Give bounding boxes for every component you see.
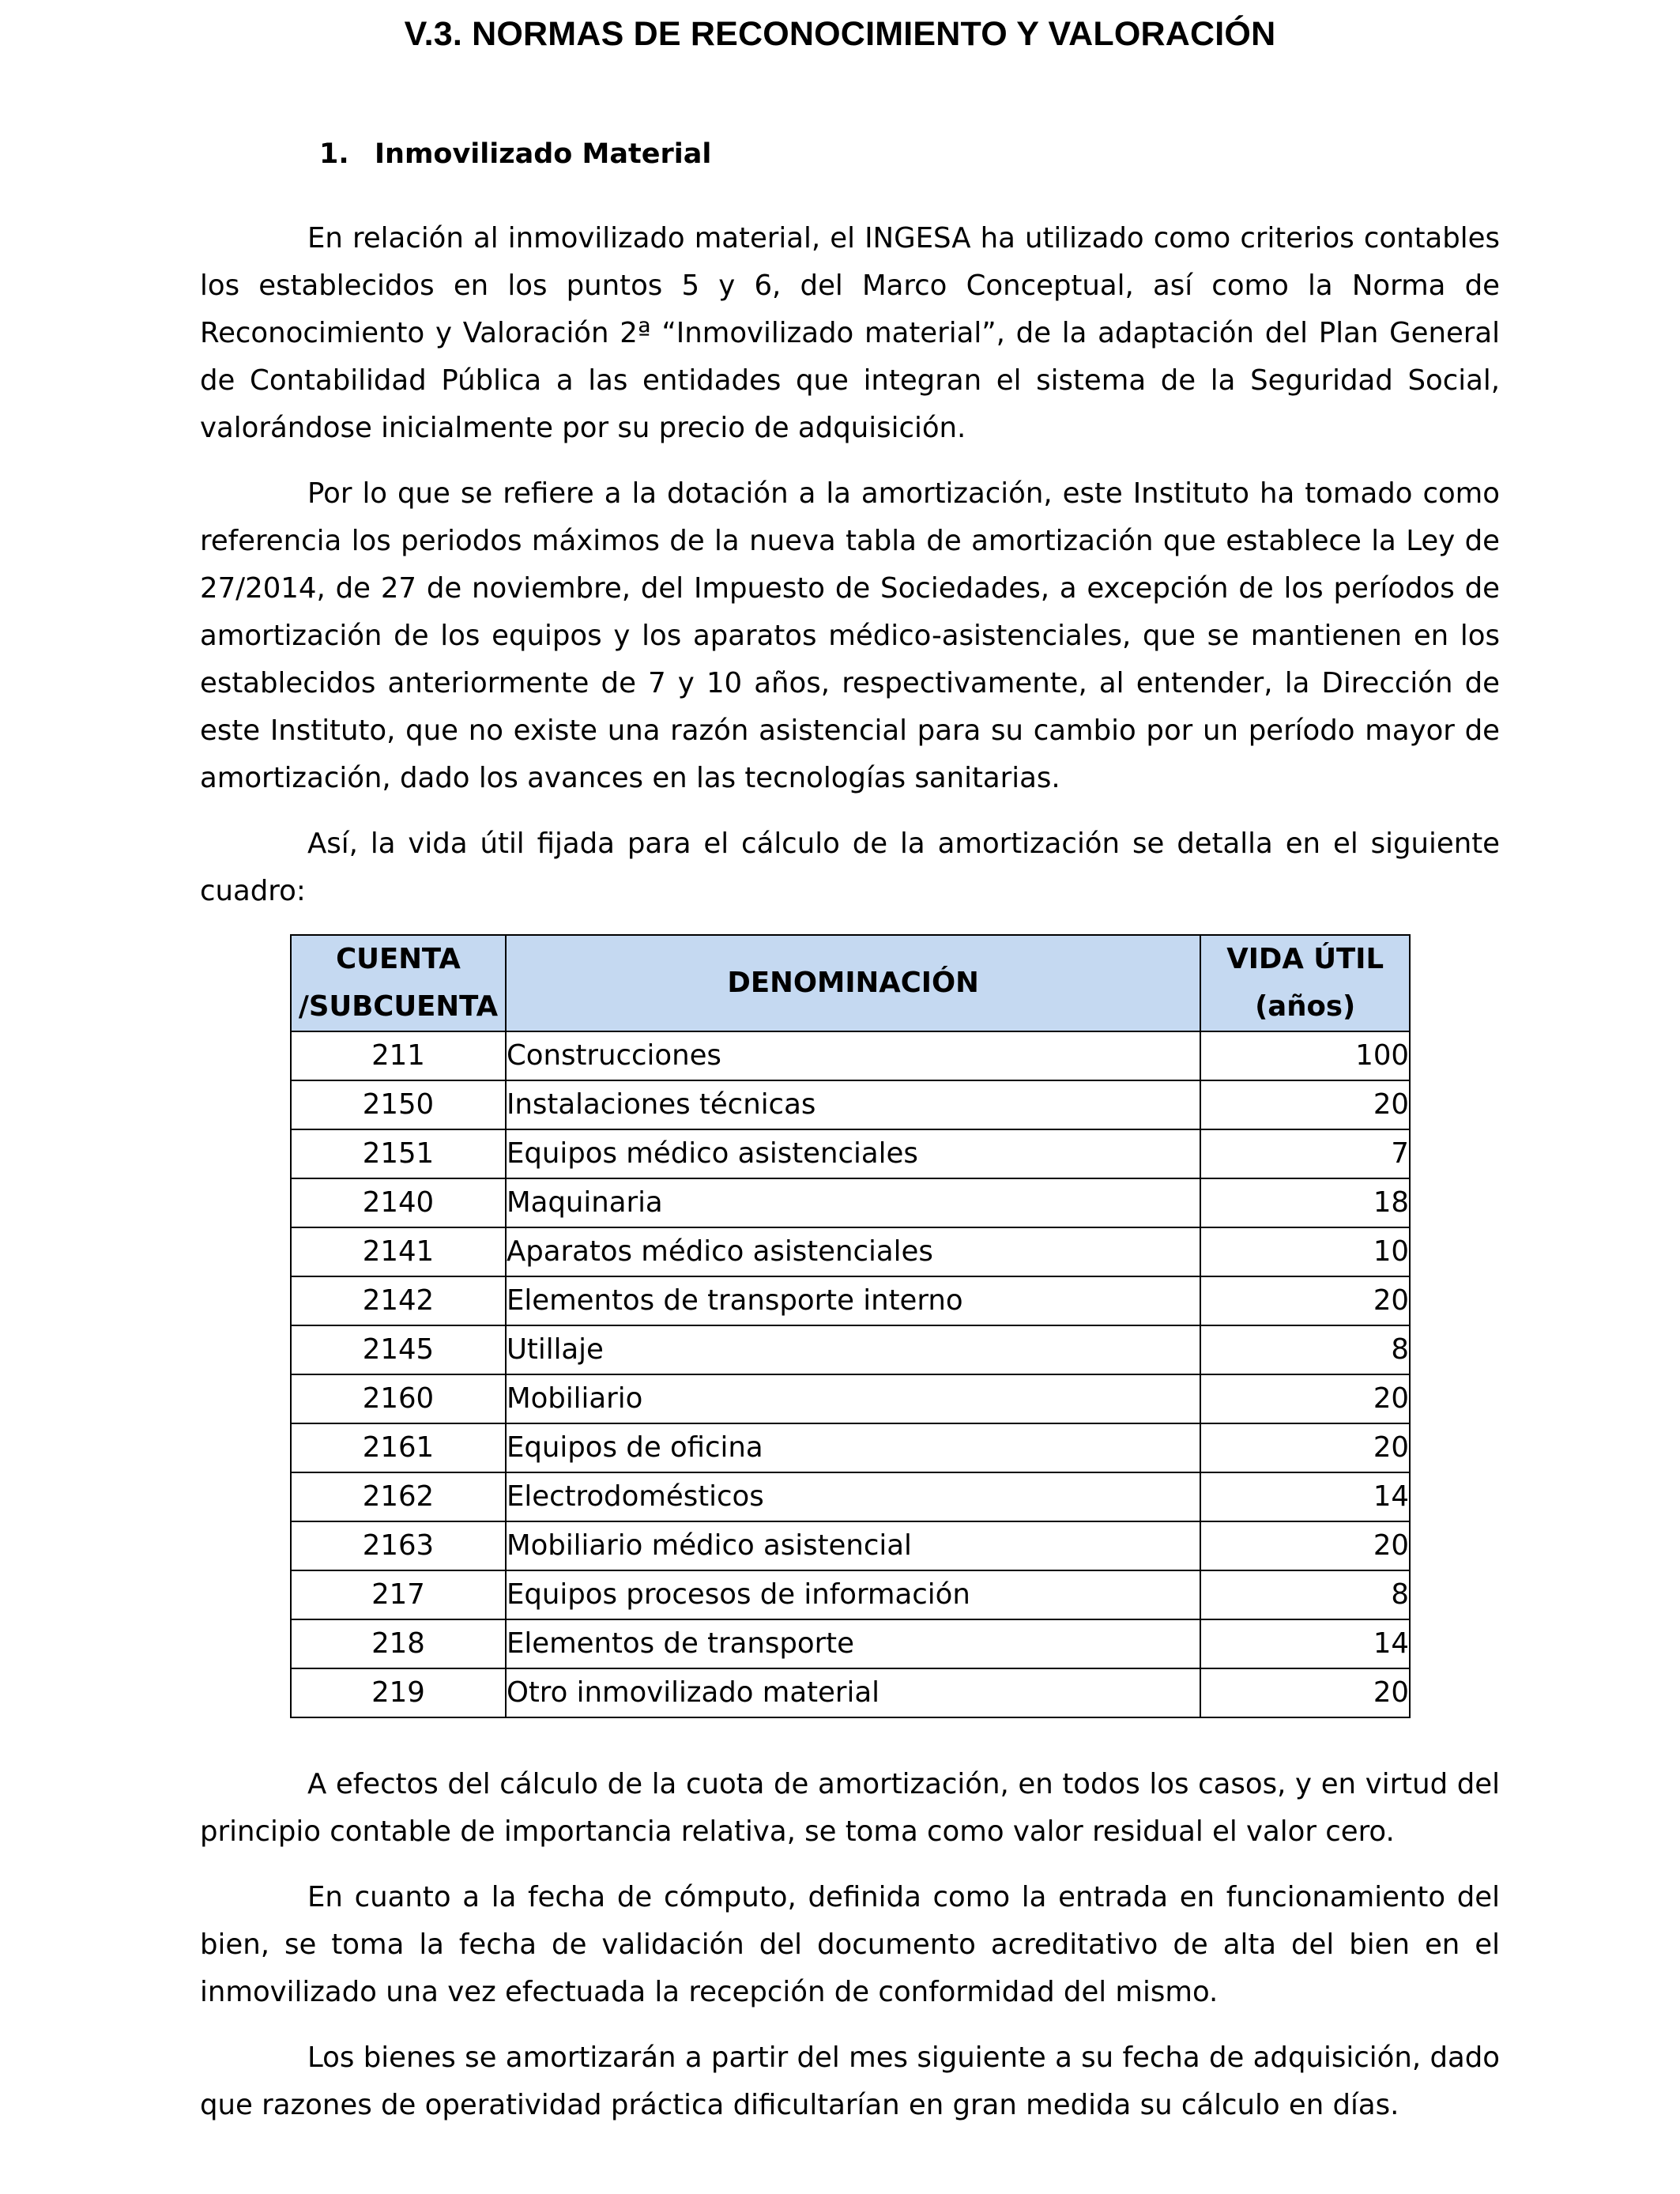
paragraph-criterios: En relación al inmovilizado material, el INGESA ha utilizado como criterios contables los establecidos en los puntos 5 y 6, del Marco Conceptual, así como la Norma de Reconocimiento y Valoración 2ª “Inmovilizado material”, de la adaptación del Plan General de Contabilidad Pública a las entidades que integran el sistema de la Seguridad Social, valorándose inicialmente por su precio de adquisición. — [200, 222, 1500, 444]
cell-code: 2162 — [291, 1472, 506, 1521]
cell-name: Elementos de transporte interno — [506, 1276, 1200, 1325]
table-row — [291, 1668, 1410, 1717]
header-cuenta-line2: /SUBCUENTA — [298, 990, 499, 1023]
paragraph-dotacion: Por lo que se refiere a la dotación a la amortización, este Instituto ha tomado como referencia los periodos máximos de la nueva tabla de amortización que establece la Ley de 27/2014, de 27 de noviembre, del Impuesto de Sociedades, a excepción de los períodos de amortización de los equipos y los aparatos médico-asistenciales, que se mantienen en los establecidos anteriormente de 7 y 10 años, respectivamente, al entender, la Dirección de este Instituto, que no existe una razón asistencial para su cambio por un período mayor de amortización, dado los avances en las tecnologías sanitarias. — [200, 477, 1500, 794]
cell-code: 217 — [291, 1570, 506, 1619]
table-row — [291, 1276, 1410, 1325]
table-row — [291, 1080, 1410, 1129]
cell-name: Equipos médico asistenciales — [506, 1129, 1200, 1178]
cell-code: 2145 — [291, 1325, 506, 1374]
header-denominacion: DENOMINACIÓN — [506, 935, 1200, 1031]
cell-code: 218 — [291, 1619, 506, 1668]
cell-name: Mobiliario — [506, 1374, 1200, 1423]
cell-code: 2140 — [291, 1178, 506, 1227]
cell-years: 20 — [1200, 1276, 1410, 1325]
cell-years: 10 — [1200, 1227, 1410, 1276]
cell-years: 20 — [1200, 1423, 1410, 1472]
paragraph-valor-residual: A efectos del cálculo de la cuota de amortización, en todos los casos, y en virtud del principio contable de importancia relativa, se toma como valor residual el valor cero. — [200, 1768, 1500, 1848]
cell-years: 14 — [1200, 1472, 1410, 1521]
table-row — [291, 1129, 1410, 1178]
header-vida-util-line2: (años) — [1255, 990, 1356, 1023]
table-row — [291, 1570, 1410, 1619]
section-number: 1. — [319, 138, 349, 170]
cell-years: 18 — [1200, 1178, 1410, 1227]
cell-name: Mobiliario médico asistencial — [506, 1521, 1200, 1570]
cell-code: 2151 — [291, 1129, 506, 1178]
cell-name: Otro inmovilizado material — [506, 1668, 1200, 1717]
cell-code: 2150 — [291, 1080, 506, 1129]
cell-name: Electrodomésticos — [506, 1472, 1200, 1521]
header-cuenta — [291, 935, 506, 1031]
table-row — [291, 1472, 1410, 1521]
table-row — [291, 1178, 1410, 1227]
cell-name: Utillaje — [506, 1325, 1200, 1374]
cell-name: Equipos de oficina — [506, 1423, 1200, 1472]
header-vida-util-line1: VIDA ÚTIL — [1226, 943, 1384, 975]
table-row — [291, 1031, 1410, 1080]
cell-name: Construcciones — [506, 1031, 1200, 1080]
cell-code: 2163 — [291, 1521, 506, 1570]
cell-code: 2161 — [291, 1423, 506, 1472]
header-vida-util — [1200, 935, 1410, 1031]
table-header-row — [291, 935, 1410, 1031]
table-row — [291, 1619, 1410, 1668]
cell-name: Instalaciones técnicas — [506, 1080, 1200, 1129]
paragraph-vida-util-intro: Así, la vida útil fijada para el cálculo de la amortización se detalla en el siguiente cuadro: — [200, 827, 1500, 907]
cell-years: 8 — [1200, 1325, 1410, 1374]
paragraph-amortizacion-mes: Los bienes se amortizarán a partir del mes siguiente a su fecha de adquisición, dado que razones de operatividad práctica dificultarían en gran medida su cálculo en días. — [200, 2041, 1500, 2121]
cell-years: 8 — [1200, 1570, 1410, 1619]
table-row — [291, 1325, 1410, 1374]
section-heading — [319, 130, 711, 178]
cell-years: 20 — [1200, 1668, 1410, 1717]
amortization-table — [290, 934, 1411, 1718]
cell-years: 7 — [1200, 1129, 1410, 1178]
body-after-table — [200, 1761, 1500, 2147]
cell-name: Elementos de transporte — [506, 1619, 1200, 1668]
table-row — [291, 1227, 1410, 1276]
body-before-table — [200, 215, 1500, 933]
cell-name: Equipos procesos de información — [506, 1570, 1200, 1619]
cell-years: 100 — [1200, 1031, 1410, 1080]
page-title: V.3. NORMAS DE RECONOCIMIENTO Y VALORACIÓN — [404, 15, 1276, 53]
table-row — [291, 1423, 1410, 1472]
header-cuenta-line1: CUENTA — [336, 943, 461, 975]
cell-name: Maquinaria — [506, 1178, 1200, 1227]
table-row — [291, 1521, 1410, 1570]
cell-code: 2142 — [291, 1276, 506, 1325]
cell-code: 211 — [291, 1031, 506, 1080]
cell-name: Aparatos médico asistenciales — [506, 1227, 1200, 1276]
cell-years: 20 — [1200, 1374, 1410, 1423]
section-title: Inmovilizado Material — [375, 138, 712, 170]
cell-years: 20 — [1200, 1521, 1410, 1570]
cell-code: 219 — [291, 1668, 506, 1717]
cell-code: 2160 — [291, 1374, 506, 1423]
cell-years: 14 — [1200, 1619, 1410, 1668]
paragraph-fecha-computo: En cuanto a la fecha de cómputo, definida como la entrada en funcionamiento del bien, se toma la fecha de validación del documento acreditativo de alta del bien en el inmovilizado una vez efectuada la recepción de conformidad del mismo. — [200, 1881, 1500, 2008]
cell-code: 2141 — [291, 1227, 506, 1276]
table-row — [291, 1374, 1410, 1423]
cell-years: 20 — [1200, 1080, 1410, 1129]
